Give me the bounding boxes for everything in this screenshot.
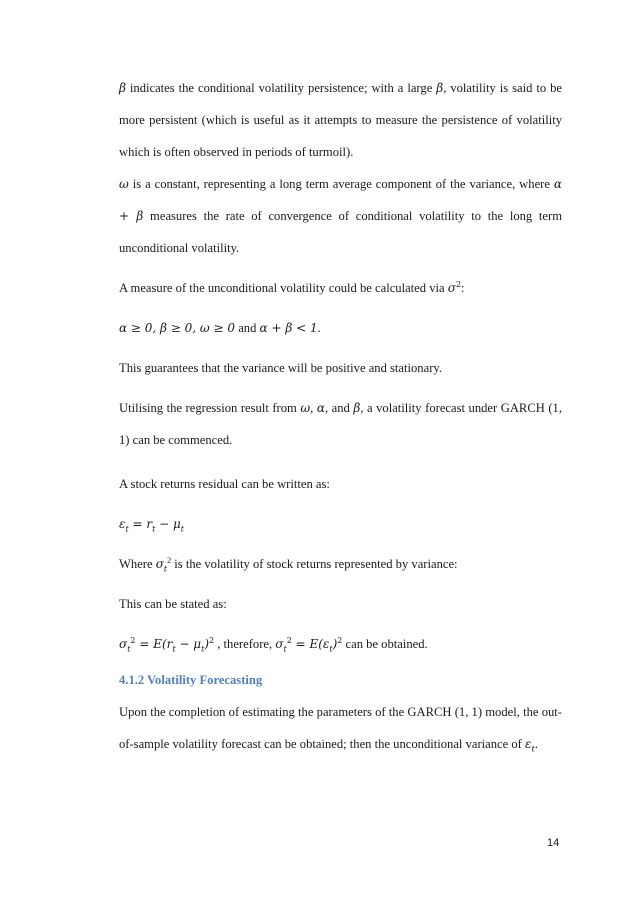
sigma-symbol: σ — [155, 557, 164, 571]
superscript: 2 — [455, 279, 462, 289]
text: , and — [324, 401, 354, 415]
alpha-plus-beta: α + β — [119, 177, 562, 223]
text: This can be stated as: — [119, 597, 227, 611]
text: A measure of the unconditional volatility could be calculated via — [119, 281, 448, 295]
superscript: 2 — [167, 555, 172, 565]
superscript: 2 — [130, 635, 136, 645]
subscript: t — [329, 644, 333, 654]
superscript: 2 — [337, 635, 343, 645]
text: can be obtained. — [342, 637, 428, 651]
equation-part: ) — [332, 637, 338, 651]
text: Utilising the regression result from — [119, 401, 301, 415]
section-heading: 4.1.2 Volatility Forecasting — [119, 673, 263, 687]
subscript: t — [152, 524, 156, 534]
text: , — [310, 401, 317, 415]
equation-part: = r — [128, 517, 153, 531]
text: Upon the completion of estimating the parameters of the GARCH (1, 1) model, the out-of-sample volatility forecast can be obtained; then the unconditional variance of — [119, 705, 562, 751]
constraint-expression: α ≥ 0, β ≥ 0, ω ≥ 0 — [119, 321, 236, 335]
alpha-symbol: α — [316, 401, 325, 415]
sigma-symbol: σ — [119, 637, 128, 651]
paragraph-where-sigma — [119, 548, 562, 580]
equation-part: ) — [204, 637, 209, 651]
subscript: t — [180, 524, 185, 534]
sigma-symbol: σ — [447, 281, 456, 295]
paragraph-forecasting — [119, 696, 562, 760]
paragraph-constraints — [119, 312, 562, 344]
epsilon-symbol: ε — [525, 737, 532, 751]
epsilon-symbol: ε — [119, 517, 126, 531]
text: This guarantees that the variance will be positive and stationary. — [119, 361, 443, 375]
paragraph-residual-intro — [119, 468, 562, 500]
equation-part: = E(ε — [291, 637, 330, 651]
text: . — [534, 737, 538, 751]
subscript: t — [531, 744, 535, 754]
omega-symbol: ω — [300, 401, 311, 415]
subscript: t — [163, 564, 168, 574]
beta-symbol: β — [119, 81, 126, 95]
beta-symbol: β — [436, 81, 444, 95]
sigma-symbol: σ — [275, 637, 284, 651]
subscript: t — [172, 644, 176, 654]
equation-part: − μ — [175, 637, 202, 651]
text: : — [461, 281, 465, 295]
equation-residual — [119, 508, 562, 540]
text: measures the rate of convergence of conditional volatility to the long term unconditional volatility. — [119, 209, 562, 255]
superscript: 2 — [286, 635, 292, 645]
subscript: t — [125, 524, 129, 534]
equation-part: − μ — [155, 517, 181, 531]
text: , a volatility forecast under GARCH (1, 1) can be commenced. — [119, 401, 562, 447]
text: and — [235, 321, 260, 335]
text: indicates the conditional volatility persistence; with a large — [125, 81, 437, 95]
page-number: 14 — [547, 837, 560, 849]
subscript: t — [127, 644, 131, 654]
omega-symbol: ω — [119, 177, 129, 191]
paragraph-beta-persistence — [119, 72, 562, 168]
text: A stock returns residual can be written as: — [119, 477, 330, 491]
subscript: t — [201, 644, 205, 654]
equation-variance — [119, 628, 562, 660]
beta-symbol: β — [353, 401, 361, 415]
paragraph-guarantees — [119, 352, 562, 384]
paragraph-omega-constant — [119, 168, 562, 264]
paragraph-stated-as — [119, 588, 562, 620]
text: is a constant, representing a long term average component of the variance, where — [128, 177, 554, 191]
text: . — [317, 321, 321, 335]
subscript: t — [283, 644, 287, 654]
text: , therefore, — [214, 637, 276, 651]
text: Where — [119, 557, 156, 571]
paragraph-regression — [119, 392, 562, 456]
paragraph-unconditional-measure — [119, 272, 562, 304]
text: , volatility is said to be more persistent (which is useful as it attempts to measure the persistence of volatility which is often observed in periods of turmoil). — [119, 81, 563, 159]
superscript: 2 — [209, 635, 215, 645]
equation-part: = E(r — [135, 637, 173, 651]
text: is the volatility of stock returns represented by variance: — [171, 557, 458, 571]
constraint-expression: α + β < 1 — [259, 321, 318, 335]
